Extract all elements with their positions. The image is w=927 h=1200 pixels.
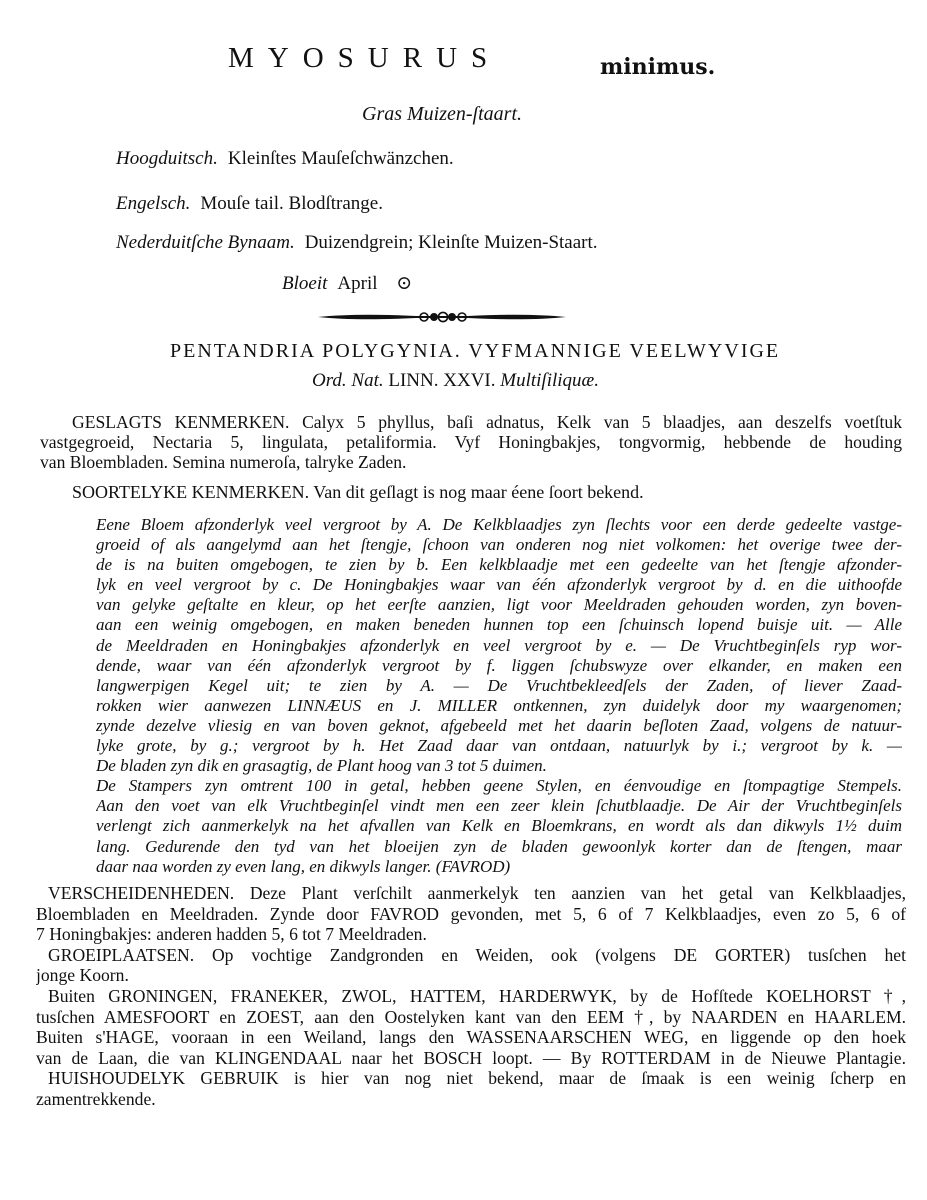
- text-line: Aan den voet van elk Vruchtbeginſel vindt men een zeer klein ſchutblaadje. De Air der Vruchtbeginſels: [96, 796, 902, 816]
- linnaean-class: PENTANDRIA POLYGYNIA. VYFMANNIGE VEELWYVIGE: [170, 340, 781, 362]
- vernacular-text: Mouſe tail. Blodſtrange.: [200, 193, 383, 214]
- text-line: lyke grote, by g.; vergroot by h. Het Zaad daar van ontdaan, natuurlyk by i.; vergroot by k. —: [96, 736, 902, 756]
- text-line: tusſchen AMESFOORT en ZOEST, aan den Oostelyken kant van den EEM †, by NAARDEN en HAARLEM.: [36, 1006, 906, 1027]
- order-prefix: Ord. Nat.: [312, 370, 384, 391]
- genus-characteristics: [40, 412, 902, 473]
- text-line: 7 Honingbakjes: anderen hadden 5, 6 tot 7 Meeldraden.: [36, 924, 427, 945]
- bloom-label: Bloeit: [282, 273, 328, 294]
- vernacular-text: Duizendgrein; Kleinſte Muizen-Staart.: [304, 232, 598, 253]
- description: [96, 515, 902, 877]
- vernacular-label: Engelsch.: [116, 193, 191, 214]
- page-title-species: minimus.: [600, 54, 716, 80]
- text-line: zynde dezelve vliesig en van boven geknot, afgebeeld met het daarin beſloten Zaad, volgens de natuur-: [96, 715, 902, 735]
- text-line: aan een weinig omgebogen, en maken beneden hunnen top een ſchuinsch lopend buisje uit. — Alle: [96, 615, 902, 635]
- varieties-habitat-uses: [36, 883, 906, 1110]
- text-line: Bloembladen en Meeldraden. Zynde door FAVROD gevonden, met 5, 6 of 7 Kelkblaadjes, even zo 5, 6 of: [36, 903, 906, 924]
- text-line: VERSCHEIDENHEDEN. Deze Plant verſchilt aanmerkelyk ten aanzien van het getal van Kelkblaadjes,: [48, 883, 906, 903]
- text-line: rokken wier aanwezen LINNÆUS en J. MILLER ontkennen, zyn duidelyk door my waargenomen;: [96, 695, 902, 715]
- text-line: van gelyke geſtalte en kleur, op het eerſte aanzien, ligt voor Meeldraden gehouden worden, zyn boven-: [96, 595, 902, 615]
- text-line: GESLAGTS KENMERKEN. Calyx 5 phyllus, baſi adnatus, Kelk van 5 blaadjes, aan deszelfs voetſtuk: [72, 412, 902, 432]
- text-line: GROEIPLAATSEN. Op vochtige Zandgronden en Weiden, ook (volgens DE GORTER) tusſchen het: [48, 944, 906, 965]
- text-line: verlengt zich aanmerkelyk na het afvallen van Kelk en Bloemkrans, en wordt als dan dikwyls 1½ duim: [96, 816, 902, 836]
- text-line: groeid of als aangelymd aan het ſtengje, ſchoon van onderen nog niet volkomen: het overige twee der-: [96, 535, 902, 555]
- text-line: de is na buiten omgebogen, te zien by b. Een kelkblaadje met een gedeelte van het ſtengje afzonder-: [96, 555, 902, 575]
- text-line: De bladen zyn dik en grasagtig, de Plant hoog van 3 tot 5 duimen.: [96, 756, 547, 776]
- text-line: vastgegroeid, Nectaria 5, lingulata, petaliformia. Vyf Honingbakjes, tongvormig, hebbende de houding: [40, 432, 902, 453]
- text-line: langwerpigen Kegel uit; te zien by A. — De Vruchtbekleedſels der Zaden, of liever Zaad-: [96, 675, 902, 695]
- text-line: Buiten s'HAGE, vooraan in een Weiland, langs den WASSENAARSCHEN WEG, en liggende op den hoek: [36, 1027, 906, 1048]
- species-characteristics: SOORTELYKE KENMERKEN. Van dit geſlagt is nog maar éene ſoort bekend.: [72, 482, 644, 502]
- vernacular-german: [116, 148, 454, 170]
- bloom-month: April: [337, 273, 378, 294]
- text-line: lyk en veel vergroot by c. De Honingbakjes waar van één afzonderlyk vergroot by d. en die uithoofde: [96, 575, 902, 595]
- text-line: van de Laan, die van KLINGENDAAL naar het BOSCH loopt. — By ROTTERDAM in de Nieuwe Plantagie.: [36, 1047, 906, 1068]
- order-linn: LINN. XXVI.: [388, 370, 496, 391]
- text-line: jonge Koorn.: [36, 965, 129, 986]
- text-line: dende, waar van één afzonderlyk vergroot by f. liggen ſchubswyze over elkander, en maken een: [96, 655, 902, 675]
- text-line: lang. Gedurende den tyd van het bloeijen zyn de bladen gewoonlyk korter dan de ſtengen, maar: [96, 836, 902, 856]
- vernacular-label: Hoogduitsch.: [116, 148, 218, 169]
- annual-symbol: ⊙: [396, 273, 413, 294]
- text-line: van Bloembladen. Semina numeroſa, talryke Zaden.: [40, 452, 407, 473]
- text-line: HUISHOUDELYK GEBRUIK is hier van nog niet bekend, maar de ſmaak is een weinig ſcherp en: [48, 1068, 906, 1089]
- text-line: daar naa worden zy even lang, en dikwyls langer. (FAVROD): [96, 856, 511, 876]
- vernacular-text: Kleinſtes Mauſeſchwänzchen.: [227, 148, 454, 169]
- text-line: de Meeldraden en Honingbakjes afzonderlyk en veel vergroot by e. — De Vruchtbeginſels ryp wor-: [96, 635, 902, 655]
- page-title-genus: MYOSURUS: [228, 42, 502, 74]
- text-line: zamentrekkende.: [36, 1088, 156, 1109]
- vernacular-label: Nederduitſche Bynaam.: [116, 232, 295, 253]
- text-line: De Stampers zyn omtrent 100 in getal, hebben geene Stylen, en éenvoudige en ſtompagtige Stempels.: [96, 776, 902, 796]
- ornament-divider: [316, 310, 568, 324]
- dutch-common-name: Gras Muizen-ſtaart.: [362, 103, 522, 125]
- order-name: Multiſiliquæ.: [500, 370, 599, 391]
- vernacular-english: [116, 193, 383, 215]
- text-line: Buiten GRONINGEN, FRANEKER, ZWOL, HATTEM, HARDERWYK, by de Hofſtede KOELHORST †,: [48, 985, 906, 1006]
- bloom-time: [282, 272, 412, 295]
- vernacular-dutch: [116, 232, 598, 254]
- text-line: Eene Bloem afzonderlyk veel vergroot by A. De Kelkblaadjes zyn ſlechts voor een derde gedeelte vastge-: [96, 515, 902, 534]
- natural-order: [312, 370, 599, 392]
